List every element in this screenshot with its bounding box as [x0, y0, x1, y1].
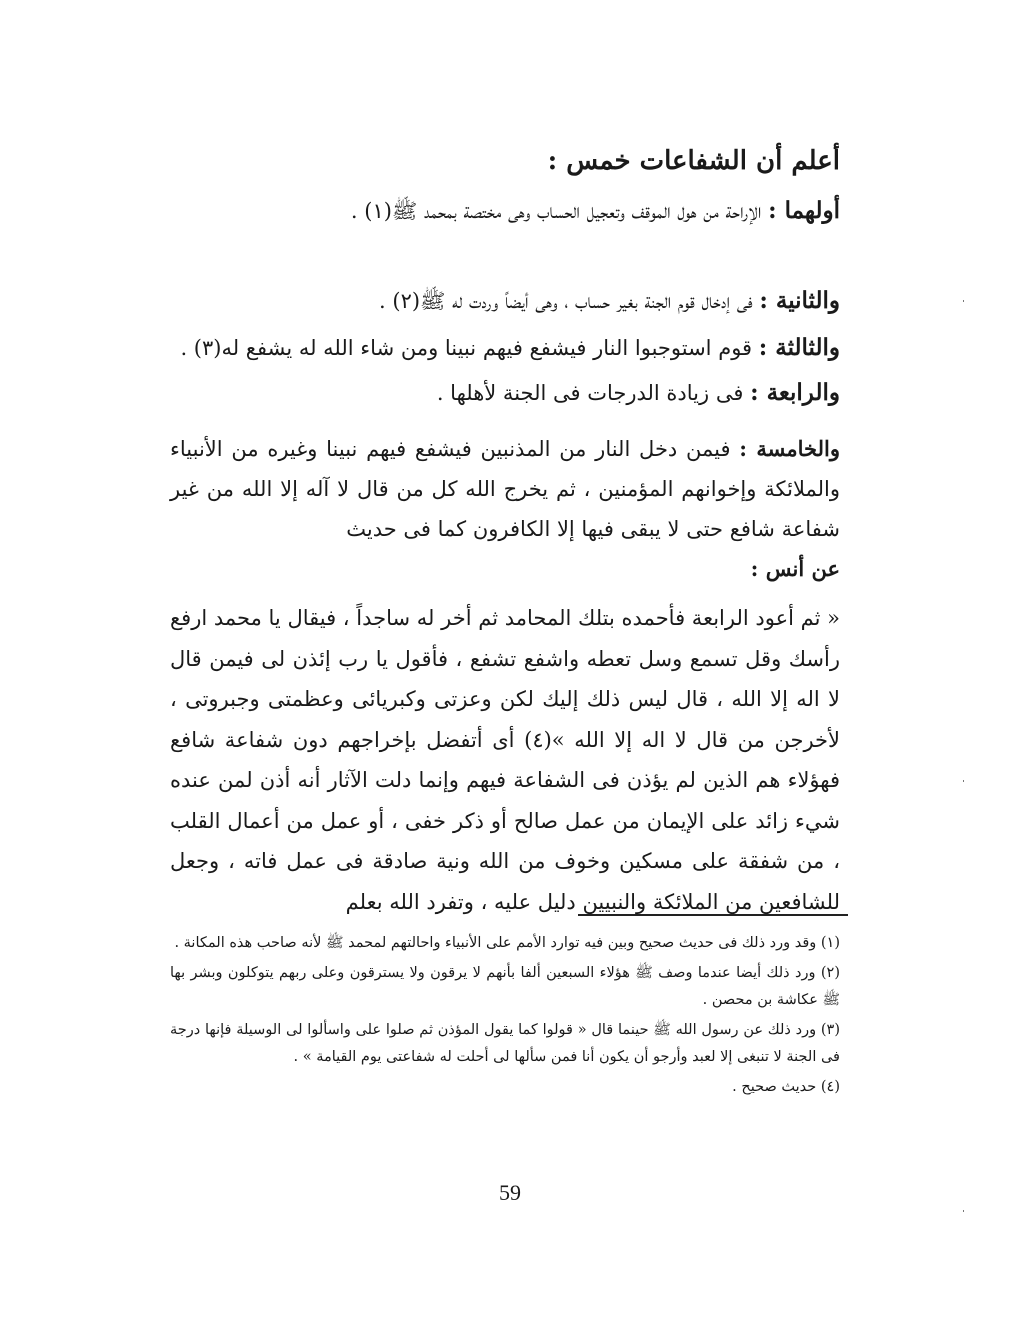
section-heading: أعلم أن الشفاعات خمس :: [547, 146, 840, 176]
scan-edge-mark: [963, 300, 964, 302]
item-label: والثانية :: [759, 287, 840, 314]
page-number: 59: [499, 1180, 521, 1205]
item-text: فى زيادة الدرجات فى الجنة لأهلها .: [436, 381, 744, 405]
hadith-source: عن أنس :: [750, 556, 840, 581]
intercession-item-fifth: [170, 429, 840, 589]
scan-edge-mark: [963, 780, 964, 782]
item-text: فى إدخال قوم الجنة بغير حساب ، وهى أيضاً وردت له ﷺ(٢) .: [379, 289, 753, 313]
item-text: قوم استوجبوا النار فيشفع فيهم نبينا ومن شاء الله له يشفع له(٣) .: [180, 336, 753, 360]
footnotes: [170, 930, 840, 1104]
item-text: فيمن دخل النار من المذنبين فيشفع فيهم نبينا وغيره من الأنبياء والملائكة وإخوانهم المؤمنين ، ثم يخرج الله كل من قال لا آله إلا الله من غير شفاعة شافع حتى لا يبقى فيها إلا الكافرون كما فى حديث: [170, 437, 840, 541]
item-label: أولهما :: [768, 197, 840, 224]
item-text: الإراحة من هول الموقف وتعجيل الحساب وهى مختصة بمحمد ﷺ(١) .: [350, 199, 762, 223]
hadith-quote-paragraph: « ثم أعود الرابعة فأحمده بتلك المحامد ثم أخر له ساجداً ، فيقال يا محمد ارفع رأسك وقل تسمع وسل تعطه واشفع تشفع ، فأقول يا رب إئذن لى فيمن قال لا اله إلا الله ، قال ليس ذلك إليك لكن وعزتى وكبريائى وعظمتى وجبروتى ، لأخرجن من قال لا اله إلا الله »(٤) أى أتفضل بإخراجهم دون شفاعة شافع فهؤلاء هم الذين لم يؤذن فى الشفاعة فيهم وإنما دلت الآثار أنه أذن لمن عنده شيء زائد على الإيمان من عمل صالح أو ذكر خفى ، أو عمل من أعمال القلب ، من شفقة على مسكين وخوف من الله ونية صادقة فى عمل فاته ، وجعل للشافعين من الملائكة والنبيين دليل عليه ، وتفرد الله بعلم: [170, 606, 841, 914]
intercession-item-first: [170, 193, 840, 229]
item-label: والثالثة :: [758, 334, 840, 361]
item-label: والخامسة :: [739, 436, 840, 461]
footnote-separator: [578, 914, 848, 916]
intercession-item-second: [170, 283, 840, 319]
footnote-2: (٢) ورد ذلك أيضا عندما وصف ﷺ هؤلاء السبعين ألفا بأنهم لا يرقون ولا يسترقون وعلى ربهم يتوكلون وبشر بها ﷺ عكاشة بن محصن .: [170, 965, 840, 1008]
intercession-item-fourth: [170, 375, 840, 411]
item-label: والرابعة :: [750, 379, 840, 406]
scan-edge-mark: [963, 1210, 964, 1212]
footnote-4: (٤) حديث صحيح .: [732, 1079, 840, 1095]
footnote-1: (١) وقد ورد ذلك فى حديث صحيح وبين فيه توارد الأمم على الأنبياء واحالتهم لمحمد ﷺ لأنه صاحب هذه المكانة .: [174, 935, 840, 951]
intercession-item-third: [170, 330, 840, 366]
footnote-3: (٣) ورد ذلك عن رسول الله ﷺ حينما قال « قولوا كما يقول المؤذن ثم صلوا على واسألوا لى الوسيلة فإنها درجة فى الجنة لا تنبغى إلا لعبد وأرجو أن يكون أنا فمن سألها لى أحلت له شفاعتى يوم القيامة » .: [170, 1022, 840, 1065]
